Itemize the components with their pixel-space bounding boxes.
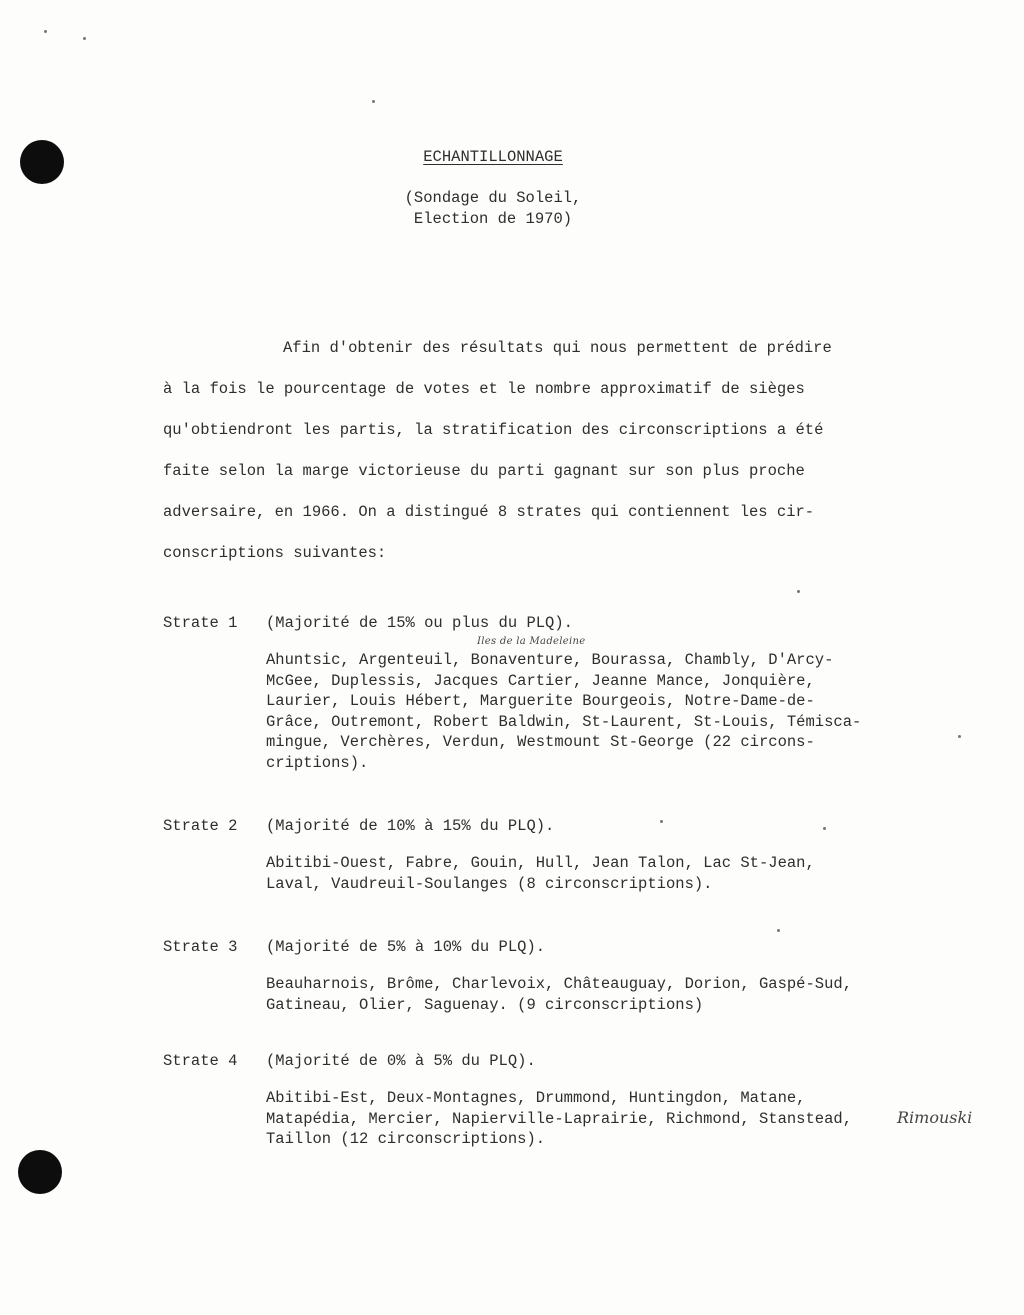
subtitle [0,188,986,230]
intro-line: faite selon la marge victorieuse du parti gagnant sur son plus proche [163,462,805,480]
strate-ridings: Abitibi-Ouest, Fabre, Gouin, Hull, Jean Talon, Lac St-Jean, Laval, Vaudreuil-Soulanges (8 circonscriptions). [266,854,815,893]
handwritten-note-iles: Iles de la Madeleine [477,636,586,647]
intro-line: Afin d'obtenir des résultats qui nous permettent de prédire [283,339,832,357]
scan-speck [372,100,375,103]
punch-hole-bottom [18,1150,62,1194]
scan-speck [44,30,47,33]
strate-label: Strate 2 [163,817,238,835]
strate-4-section [163,1052,963,1150]
strate-ridings: Ahuntsic, Argenteuil, Bonaventure, Bourassa, Chambly, D'Arcy- McGee, Duplessis, Jacques Cartier, Jeanne Mance, Jonquière, Laurier, Louis Hébert, Marguerite Bourgeois, Notre-Dame-de- Grâce, Outremont, Robert Baldwin, St-Laurent, St-Louis, Témisca- mingue, Verchères, Verdun, Westmount St-George (22 circons- criptions). [266,651,862,772]
scan-speck [797,590,800,593]
subtitle-line-2: Election de 1970) [413,210,573,228]
strate-description: (Majorité de 10% à 15% du PLQ). [266,817,555,835]
intro-line: adversaire, en 1966. On a distingué 8 strates qui contiennent les cir- [163,503,815,521]
intro-paragraph [163,328,893,574]
page-title: ECHANTILLONNAGE [423,148,563,166]
strate-3-section [163,938,963,1015]
strate-description: (Majorité de 5% à 10% du PLQ). [266,938,546,956]
scan-speck [777,929,780,932]
strate-label: Strate 1 [163,614,238,632]
scan-speck [83,37,86,40]
handwritten-note-rimouski: Rimouski [897,1108,973,1127]
strate-ridings: Beauharnois, Brôme, Charlevoix, Châteauguay, Dorion, Gaspé-Sud, Gatineau, Olier, Saguenay. (9 circonscriptions) [266,975,852,1014]
strate-2-section [163,817,963,894]
strate-description: (Majorité de 0% à 5% du PLQ). [266,1052,536,1070]
intro-line: à la fois le pourcentage de votes et le nombre approximatif de sièges [163,380,805,398]
strate-label: Strate 3 [163,938,238,956]
intro-line: qu'obtiendront les partis, la stratification des circonscriptions a été [163,421,824,439]
intro-line: conscriptions suivantes: [163,544,387,562]
subtitle-line-1: (Sondage du Soleil, [404,189,582,207]
strate-label: Strate 4 [163,1052,238,1070]
strate-ridings: Abitibi-Est, Deux-Montagnes, Drummond, Huntingdon, Matane, Matapédia, Mercier, Napierville-Laprairie, Richmond, Stanstead, Taillon (12 circonscriptions). [266,1089,852,1148]
strate-description: (Majorité de 15% ou plus du PLQ). [266,614,573,632]
